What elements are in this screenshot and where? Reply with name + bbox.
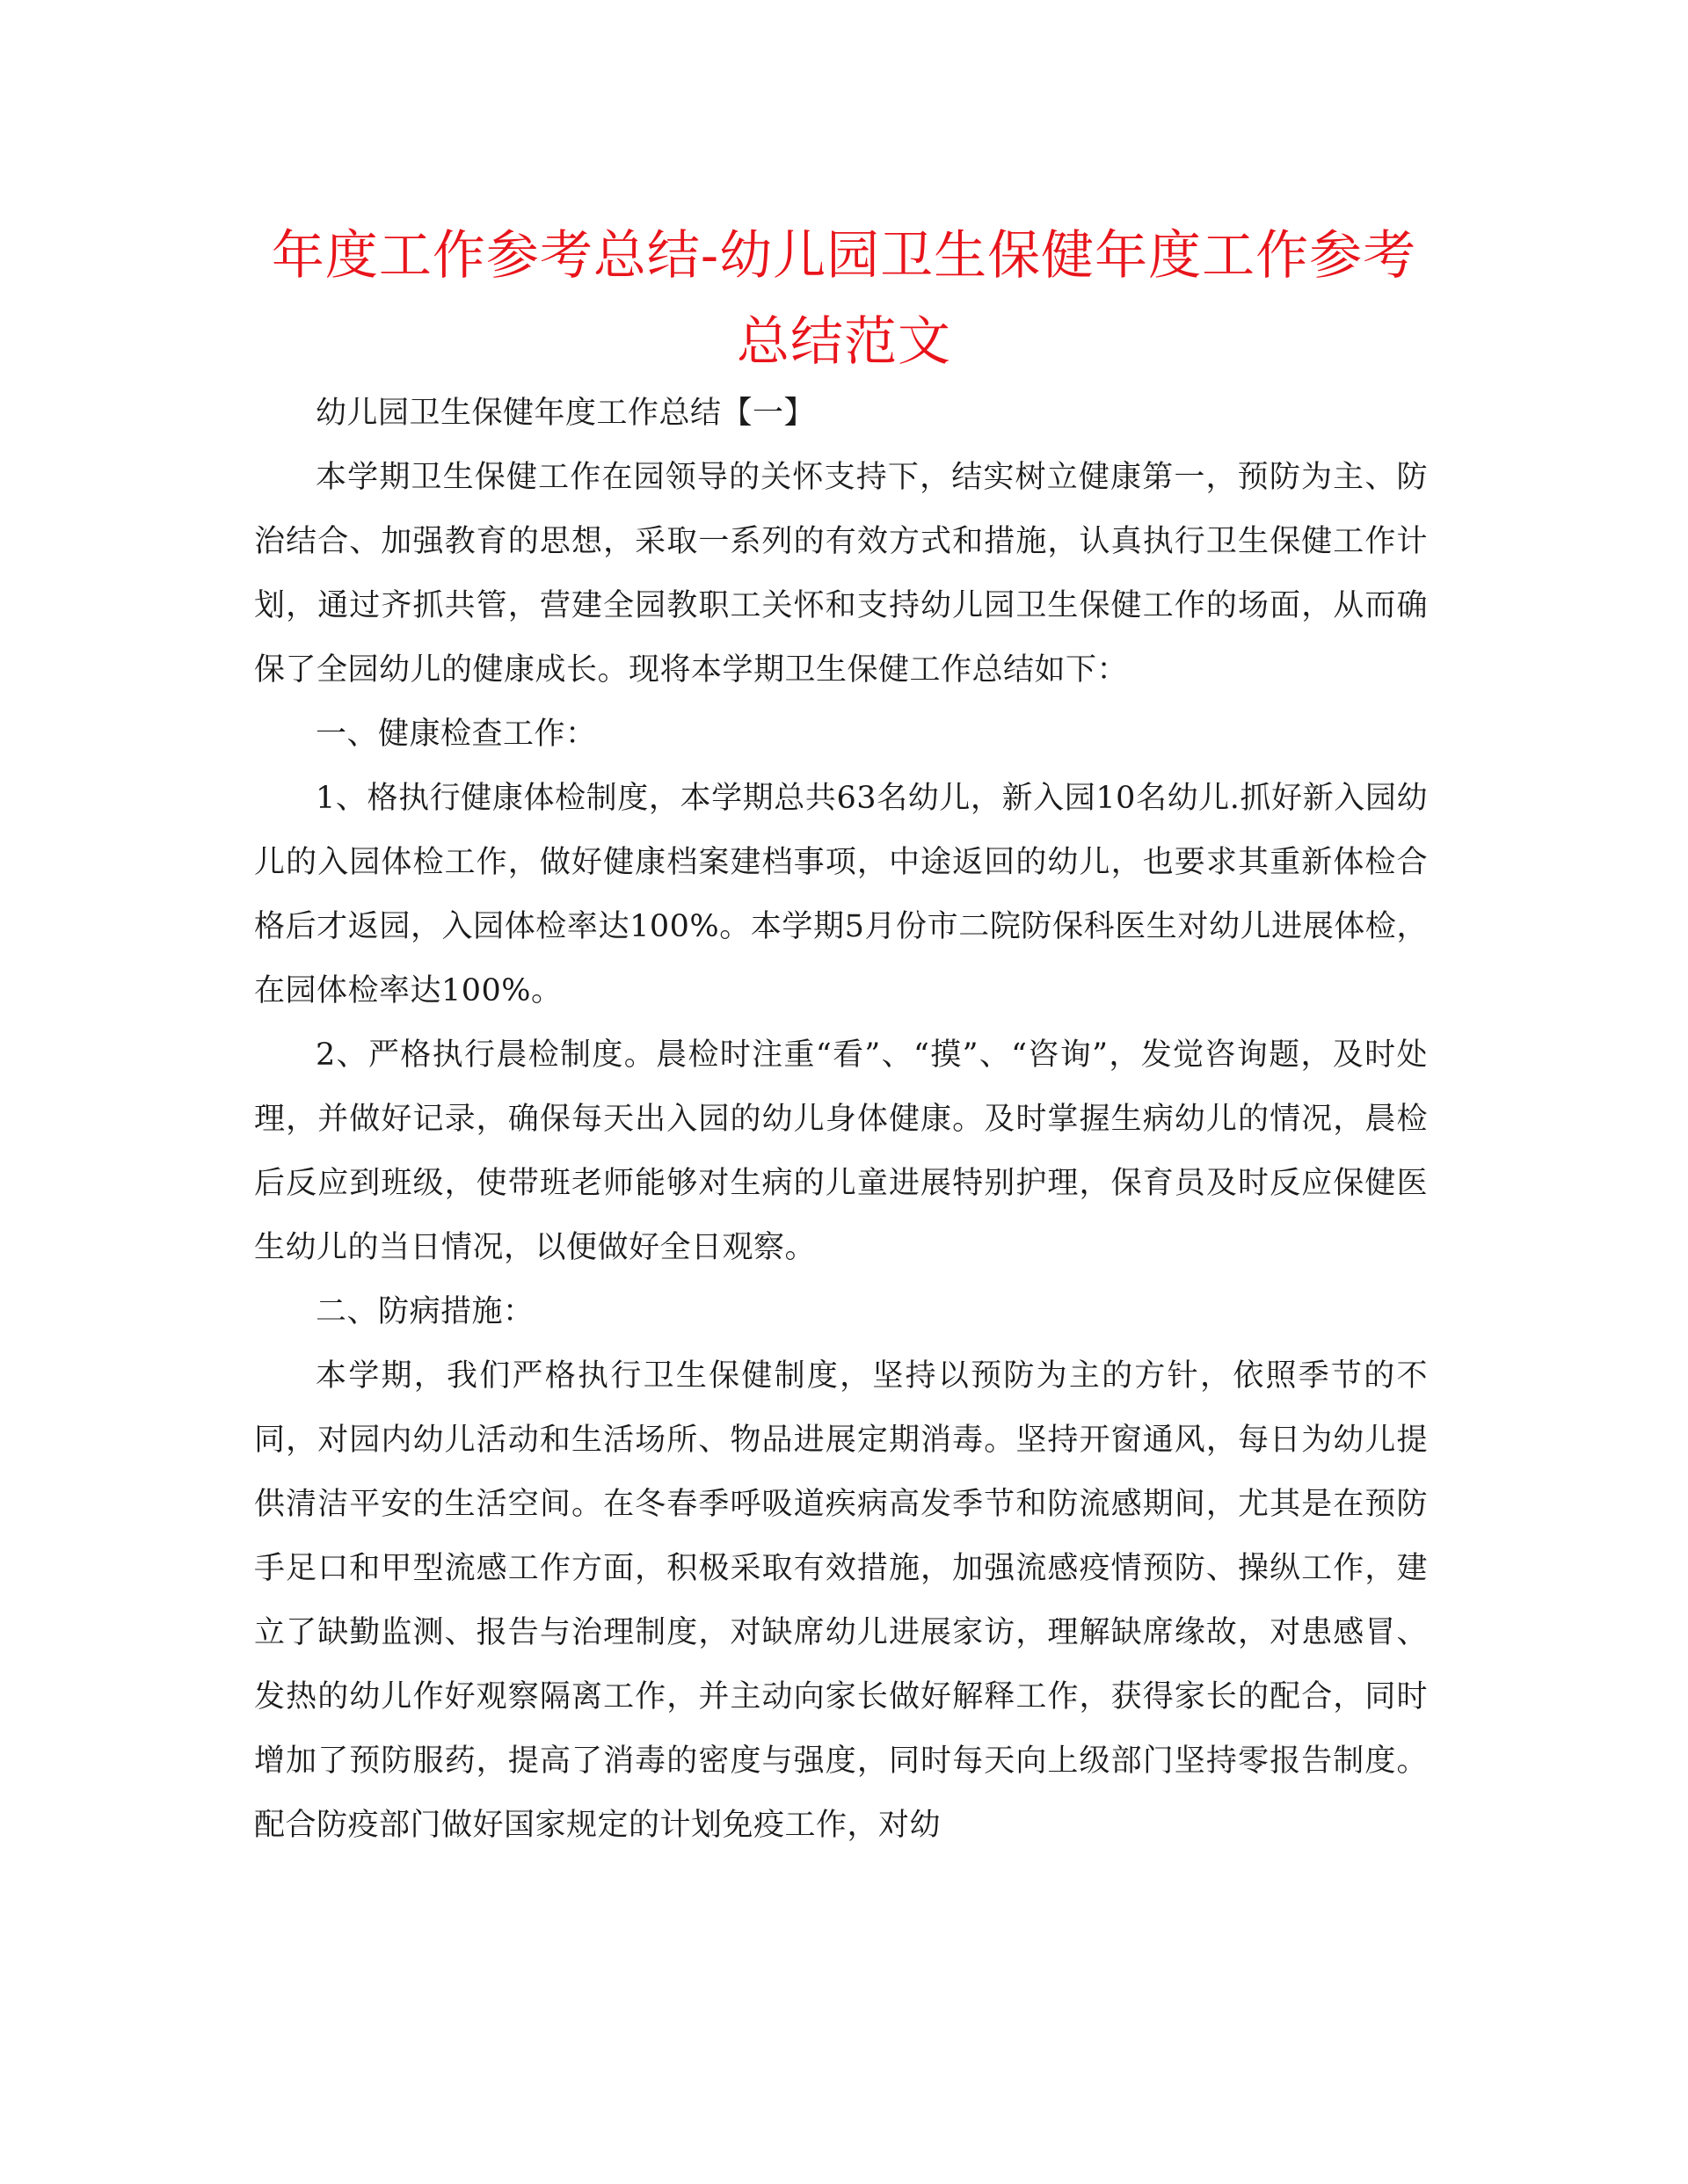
section-heading: 一、健康检查工作： — [316, 717, 597, 752]
document-title: 年度工作参考总结-幼儿园卫生保健年度工作参考总结范文 — [271, 225, 1417, 373]
document-body — [254, 382, 1428, 1858]
body-paragraph: 本学期，我们严格执行卫生保健制度，坚持以预防为主的方针，依照季节的不同，对园内幼儿活动和生活场所、物品进展定期消毒。坚持开窗通风，每日为幼儿提供清洁平安的生活空间。在冬春季呼吸道疾病高发季节和防流感期间，尤其是在预防手足口和甲型流感工作方面，积极采取有效措施，加强流感疫情预防、操纵工作，建立了缺勤监测、报告与治理制度，对缺席幼儿进展家访，理解缺席缘故，对患感冒、发热的幼儿作好观察隔离工作，并主动向家长做好解释工作，获得家长的配合，同时增加了预防服药，提高了消毒的密度与强度，同时每天向上级部门坚持零报告制度。配合防疫部门做好国家规定的计划免疫工作，对幼 — [254, 1358, 1428, 1843]
intro-paragraph: 本学期卫生保健工作在园领导的关怀支持下，结实树立健康第一，预防为主、防治结合、加强教育的思想，采取一系列的有效方式和措施，认真执行卫生保健工作计划，通过齐抓共管，营建全园教职工关怀和支持幼儿园卫生保健工作的场面，从而确保了全园幼儿的健康成长。现将本学期卫生保健工作总结如下： — [254, 460, 1428, 688]
body-paragraph: 2、严格执行晨检制度。晨检时注重“看”、“摸”、“咨询”，发觉咨询题，及时处理，并做好记录，确保每天出入园的幼儿身体健康。及时掌握生病幼儿的情况，晨检后反应到班级，使带班老师能够对生病的儿童进展特别护理，保育员及时反应保健医生幼儿的当日情况，以便做好全日观察。 — [254, 1037, 1428, 1265]
section-heading: 二、防病措施： — [316, 1294, 535, 1329]
section-heading: 幼儿园卫生保健年度工作总结【一】 — [316, 396, 816, 431]
body-paragraph: 1、格执行健康体检制度，本学期总共63名幼儿，新入园10名幼儿.抓好新入园幼儿的入园体检工作，做好健康档案建档事项，中途返回的幼儿，也要求其重新体检合格后才返园，入园体检率达100%。本学期5月份市二院防保科医生对幼儿进展体检，在园体检率达100%。 — [254, 781, 1428, 1008]
